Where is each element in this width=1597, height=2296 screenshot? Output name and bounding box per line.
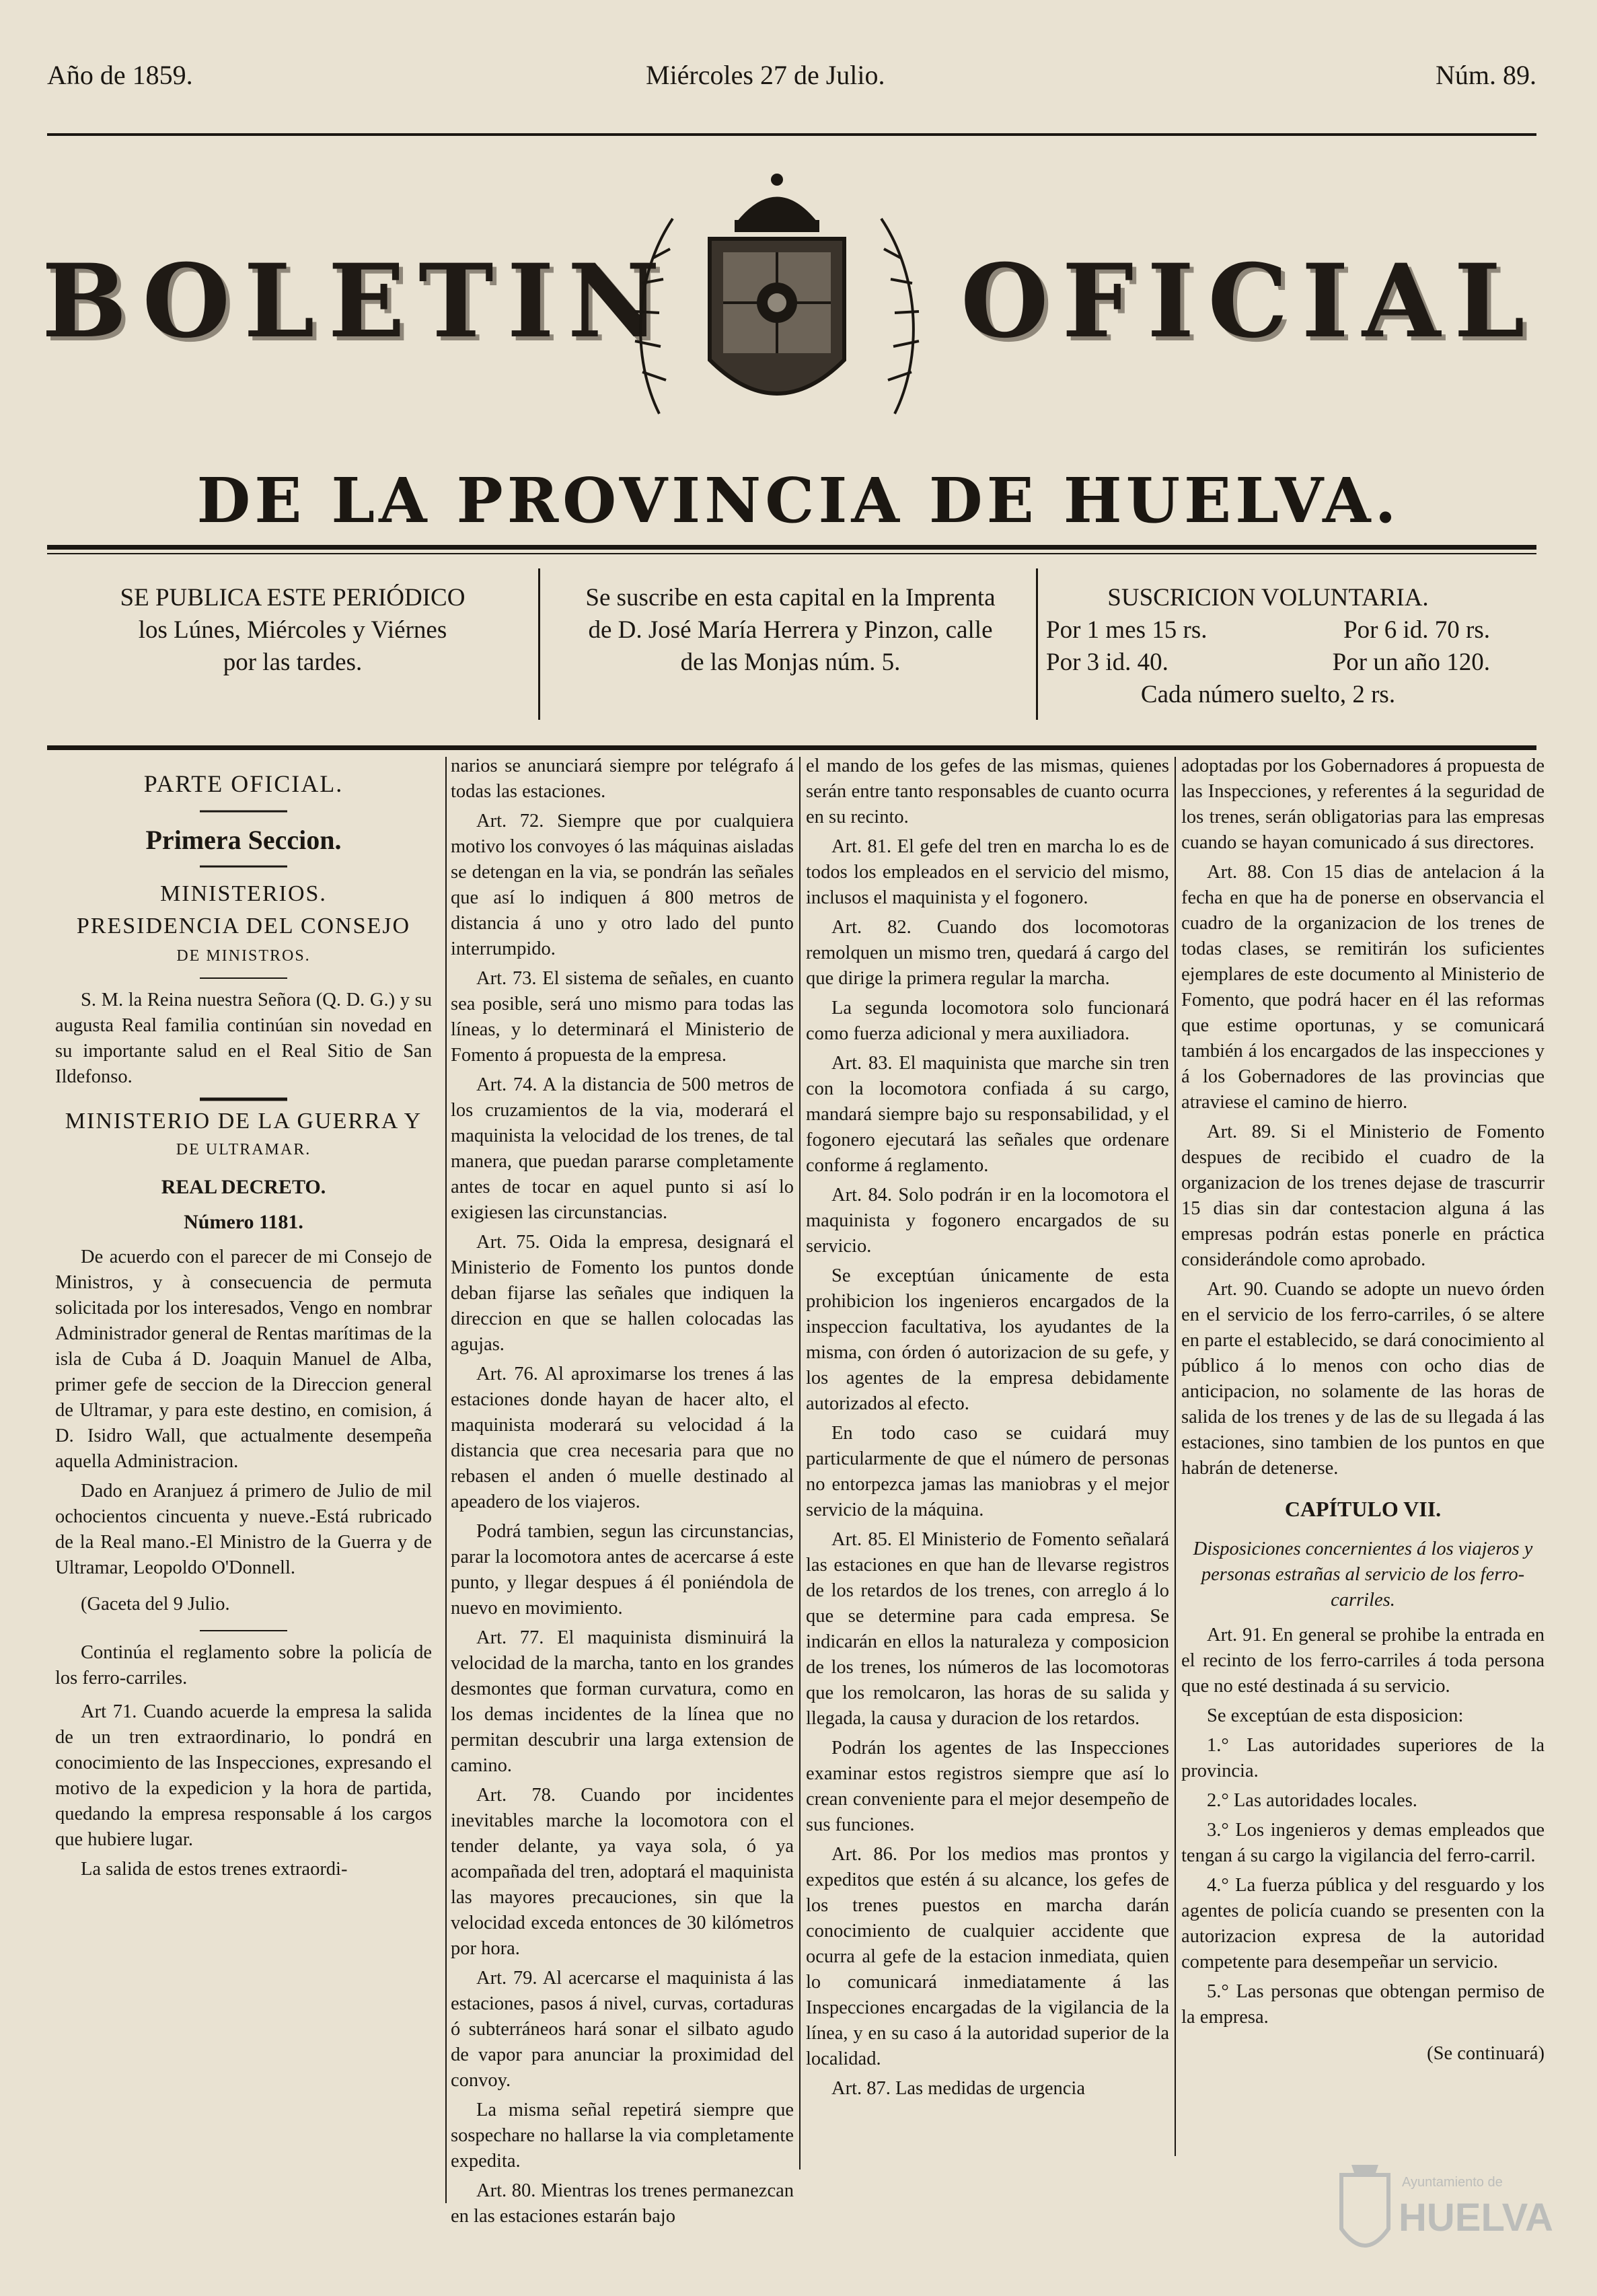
continuation-note: (Se continuará) <box>1427 2043 1545 2064</box>
watermark-title: HUELVA <box>1399 2196 1553 2239</box>
article-74: Art. 74. A la distancia de 500 metros de los cruzamientos de la via, moderará el maquinista la velocidad de los trenes, de tal manera, que puedan pararse completamente antes de tocar en aquel punto si así lo exigiesen las circunstancias. <box>451 1074 794 1223</box>
subscription-prices <box>1046 582 1490 711</box>
dateline <box>47 59 1536 93</box>
article-73: Art. 73. El sistema de señales, en cuanto sea posible, será uno mismo para todas las líneas, y lo determinará el Ministerio de Fomento á propuesta de la empresa. <box>451 968 794 1066</box>
ornament-divider <box>200 864 287 869</box>
archive-watermark <box>1335 2148 1557 2276</box>
ornament-divider <box>200 809 287 814</box>
top-rule <box>47 133 1536 136</box>
masthead-right-word: OFICIAL <box>961 242 1538 361</box>
article-90: Art. 90. Cuando se adopte un nuevo órden en el servicio de los ferro-carriles, ó se altere en parte el establecido, se dará conocimiento al público á lo menos con ocho dias de anticipacion, no solamente de las horas de salida de los trenes y de las de su llegada á las estaciones, sino tambien de los puntos en que habrán de detenerse. <box>1181 1279 1545 1479</box>
subscription-line: Se suscribe en esta capital en la Imprenta <box>585 584 996 612</box>
section-heading: Primera Seccion. <box>145 825 342 855</box>
article-91: Art. 91. En general se prohibe la entrada en el recinto de los ferro-carriles á toda persona que no esté destinada á su servicio. <box>1181 1625 1545 1697</box>
city-shield-icon <box>1338 2161 1392 2262</box>
article-84: Art. 84. Solo podrán ir en la locomotora el maquinista y fogonero encargados de su servicio. <box>806 1185 1169 1257</box>
column-divider <box>445 757 447 2203</box>
real-decreto-heading: REAL DECRETO. <box>161 1176 326 1198</box>
de-ultramar-label: DE ULTRAMAR. <box>176 1141 311 1158</box>
prices-title: SUSCRICION VOLUNTARIA. <box>1107 584 1429 612</box>
publication-schedule <box>101 582 484 679</box>
ornament-divider <box>200 1097 287 1102</box>
paragraph: el mando de los gefes de las mismas, quienes serán entre tanto responsables de cuanto ocurra en su recinto. <box>806 755 1169 827</box>
article-76: Art. 76. Al aproximarse los trenes á las estaciones donde hayan de hacer alto, el maquinista moderará su velocidad á la distancia que crea necesaria para que no rebasen el anden ó muelle destinado al apeadero de los viajeros. <box>451 1364 794 1512</box>
paragraph: La segunda locomotora solo funcionará como fuerza adicional y mera auxiliadora. <box>806 998 1169 1044</box>
article-77: Art. 77. El maquinista disminuirá la velocidad de la marcha, tanto en los grandes desmontes que forman curvatura, como en los demas incidentes de la línea que no permitan descubrir una larga extension de camino. <box>451 1627 794 1776</box>
article-72: Art. 72. Siempre que por cualquiera motivo los convoyes ó las máquinas aisladas se detengan en la via, se pondrán las señales que así lo indiquen á 800 metros de distancia á uno y otro lado del punto interrumpido. <box>451 811 794 959</box>
column-divider <box>799 757 801 2170</box>
chapter-heading: CAPÍTULO VII. <box>1284 1497 1442 1521</box>
royal-health-notice: S. M. la Reina nuestra Señora (Q. D. G.) y su augusta Real familia continúan sin novedad en su importante salud en el Real Sitio de San Ildefonso. <box>55 990 432 1087</box>
decreto-number: Número 1181. <box>184 1211 303 1233</box>
article-85: Art. 85. El Ministerio de Fomento señalará las estaciones en que han de llevarse registros de los retardos de los trenes, con arreglo á lo que se determine para cada empresa. Se indicarán en ellos la naturaleza y composicion de los trenes, los números de las locomotoras que los remolcaron, las horas de su salida y llegada, la causa y duracion de los retardos. <box>806 1529 1169 1729</box>
subscription-line: de D. José María Herrera y Pinzon, calle <box>588 616 993 644</box>
ornament-divider <box>200 975 287 981</box>
column-2 <box>451 753 794 2233</box>
paragraph: Podrán los agentes de las Inspecciones examinar estos registros siempre que así lo crean conveniente para el mejor desempeño de sus funciones. <box>806 1738 1169 1835</box>
article-82: Art. 82. Cuando dos locomotoras remolquen un mismo tren, quedará á cargo del que dirige la primera regular la marcha. <box>806 917 1169 989</box>
paragraph: Se exceptúan de esta disposicion: <box>1207 1705 1464 1726</box>
publication-line: por las tardes. <box>223 649 363 676</box>
price-single-issue: Cada número suelto, 2 rs. <box>1140 681 1396 708</box>
publication-line: SE PUBLICA ESTE PERIÓDICO <box>120 584 466 612</box>
list-item: 3.° Los ingenieros y demas empleados que tengan á su cargo la vigilancia del ferro-carril. <box>1181 1820 1545 1866</box>
column-1 <box>55 753 432 1886</box>
list-item: 2.° Las autoridades locales. <box>1207 1790 1417 1811</box>
article-71-cont: La salida de estos trenes extraordi- <box>81 1859 348 1880</box>
article-71: Art 71. Cuando acuerde la empresa la salida de un tren extraordinario, lo pondrá en conocimiento de las Inspecciones, expresando el motivo de la expedicion y la hora de partida, quedando la empresa responsable á los cargos que hubiere lugar. <box>55 1701 432 1850</box>
issue-number: Núm. 89. <box>1436 60 1536 90</box>
decreto-body: De acuerdo con el parecer de mi Consejo de Ministros, y à consecuencia de permuta solicitada por los interesados, Vengo en nombrar Administrador general de Rentas marítimas de la isla de Cuba á D. Joaquin Manuel de Alba, primer gefe de seccion de la Direccion general de Ultramar, y para este destino, en comision, á D. Isidro Wall, que actualmente desempeña aquella Administracion. <box>55 1247 432 1472</box>
article-86: Art. 86. Por los medios mas prontos y expeditos que estén á su alcance, los gefes de los trenes puestos en marcha darán conocimiento de cualquier accidente que ocurra al gefe de la estacion inmediata, quien lo comunicará inmediatamente á las Inspecciones encargadas de la vigilancia de la línea, y en su caso á la autoridad superior de la localidad. <box>806 1844 1169 2069</box>
columns-top-rule <box>47 745 1536 750</box>
price-one-year: Por un año 120. <box>1332 649 1490 676</box>
masthead-left-word: BOLETIN <box>42 242 673 361</box>
column-4 <box>1181 753 1545 2071</box>
article-80: Art. 80. Mientras los trenes permanezcan en las estaciones estarán bajo <box>451 2180 794 2227</box>
price-six-months: Por 6 id. 70 rs. <box>1343 616 1490 644</box>
price-one-month: Por 1 mes 15 rs. <box>1046 616 1208 644</box>
subscription-line: de las Monjas núm. 5. <box>680 649 901 676</box>
parte-oficial-heading: PARTE OFICIAL. <box>143 770 344 797</box>
year-label: Año de 1859. <box>47 60 193 90</box>
chapter-subtitle: Disposiciones concernientes á los viajeros y personas estrañas al servicio de los ferro-carriles. <box>1193 1539 1533 1610</box>
ministerio-guerra-heading: MINISTERIO DE LA GUERRA Y <box>65 1109 422 1134</box>
price-three-months: Por 3 id. 40. <box>1046 649 1168 676</box>
article-81: Art. 81. El gefe del tren en marcha lo es de todos los empleados en el servicio del mismo, inclusos el maquinista y el fogonero. <box>806 836 1169 908</box>
paragraph: La misma señal repetirá siempre que sospechare no hallarse la via completamente expedita. <box>451 2100 794 2172</box>
paragraph: Se exceptúan únicamente de esta prohibicion los ingenieros encargados de la inspeccion facultativa, los ayudantes de la misma, con órden ó autorizacion de su gefe, y los agentes de la empresa debidamente autorizados al efecto. <box>806 1265 1169 1414</box>
ornament-divider <box>200 1628 287 1633</box>
article-79: Art. 79. Al acercarse el maquinista á las estaciones, pasos á nivel, curvas, cortaduras ó subterráneos hará sonar el silbato agudo de vapor para anunciar la proximidad del convoy. <box>451 1968 794 2091</box>
article-78: Art. 78. Cuando por incidentes inevitables marche la locomotora con el tender delante, ya vaya sola, ó ya acompañada del tren, adoptará el maquinista las mayores precauciones, sin que la velocidad exceda entonces de 30 kilómetros por hora. <box>451 1785 794 1959</box>
date-label: Miércoles 27 de Julio. <box>646 60 885 90</box>
list-item: 5.° Las personas que obtengan permiso de la empresa. <box>1181 1981 1545 2028</box>
info-top-rule <box>47 545 1536 550</box>
paragraph: adoptadas por los Gobernadores á propuesta de las Inspecciones, y referentes á la seguridad de los trenes, serán obligatorias para las empresas cuando se hayan comunicado á sus directores. <box>1181 755 1545 853</box>
list-item: 1.° Las autoridades superiores de la provincia. <box>1181 1735 1545 1781</box>
watermark-caption: Ayuntamiento de <box>1402 2175 1503 2190</box>
article-87: Art. 87. Las medidas de urgencia <box>831 2078 1085 2099</box>
paragraph: Podrá tambien, segun las circunstancias, parar la locomotora antes de acercarse á este punto, y llegar despues á él poniéndola de nuevo en movimiento. <box>451 1521 794 1619</box>
presidencia-heading: PRESIDENCIA DEL CONSEJO <box>76 914 411 938</box>
info-top-rule-thin <box>47 553 1536 554</box>
publication-line: los Lúnes, Miércoles y Viérnes <box>138 616 447 644</box>
paragraph: En todo caso se cuidará muy particularmente de que el número de personas no entorpezca jamas las maniobras y el mejor servicio de la máquina. <box>806 1423 1169 1520</box>
reglamento-continuation: Continúa el reglamento sobre la policía de los ferro-carriles. <box>55 1642 432 1689</box>
masthead-subtitle: DE LA PROVINCIA DE HUELVA. <box>196 464 1401 537</box>
article-75: Art. 75. Oida la empresa, designará el Ministerio de Fomento los puntos donde deban fijarse las señales que indiquen la direccion en que se hallen colocadas las agujas. <box>451 1232 794 1355</box>
article-88: Art. 88. Con 15 dias de antelacion á la fecha en que ha de ponerse en observancia el cuadro de la organizacion de los trenes de todas clases, se remitirán los suficientes ejemplares de este documento al Ministerio de Fomento, que podrá hacer en él las reformas que estime oportunas, y se comunicará también á los encargados de las inspecciones y á los Gobernadores de las provincias que atraviese el camino de hierro. <box>1181 862 1545 1113</box>
info-divider <box>538 568 540 720</box>
paragraph: narios se anunciará siempre por telégrafo á todas las estaciones. <box>451 755 794 802</box>
coat-of-arms-icon <box>619 158 935 441</box>
column-divider <box>1175 757 1176 2156</box>
list-item: 4.° La fuerza pública y del resguardo y los agentes de policía cuando se presenten con la autorizacion expresa de la autoridad competente para desempeñar un servicio. <box>1181 1875 1545 1972</box>
de-ministros-label: DE MINISTROS. <box>176 947 311 965</box>
decreto-signature: Dado en Aranjuez á primero de Julio de mil ochocientos cincuenta y nueve.-Está rubricado de la Real mano.-El Ministro de la Guerra y de Ultramar, Leopoldo O'Donnell. <box>55 1481 432 1578</box>
article-83: Art. 83. El maquinista que marche sin tren con la locomotora confiada á su cargo, mandará siempre bajo su responsabilidad, y el fogonero ejecutará las señales que ordenare conforme á reglamento. <box>806 1053 1169 1176</box>
article-89: Art. 89. Si el Ministerio de Fomento despues de recibido el cuadro de la organizacion de los trenes dejase de trascurrir 15 dias sin dar contestacion alguna á las empresas podrán estas ponerle en práctica considerándole como aprobado. <box>1181 1121 1545 1270</box>
column-3 <box>806 753 1169 2106</box>
gaceta-reference: (Gaceta del 9 Julio. <box>81 1594 230 1615</box>
subscription-place <box>548 582 1033 679</box>
ministerios-heading: MINISTERIOS. <box>160 881 327 906</box>
info-divider <box>1036 568 1038 720</box>
